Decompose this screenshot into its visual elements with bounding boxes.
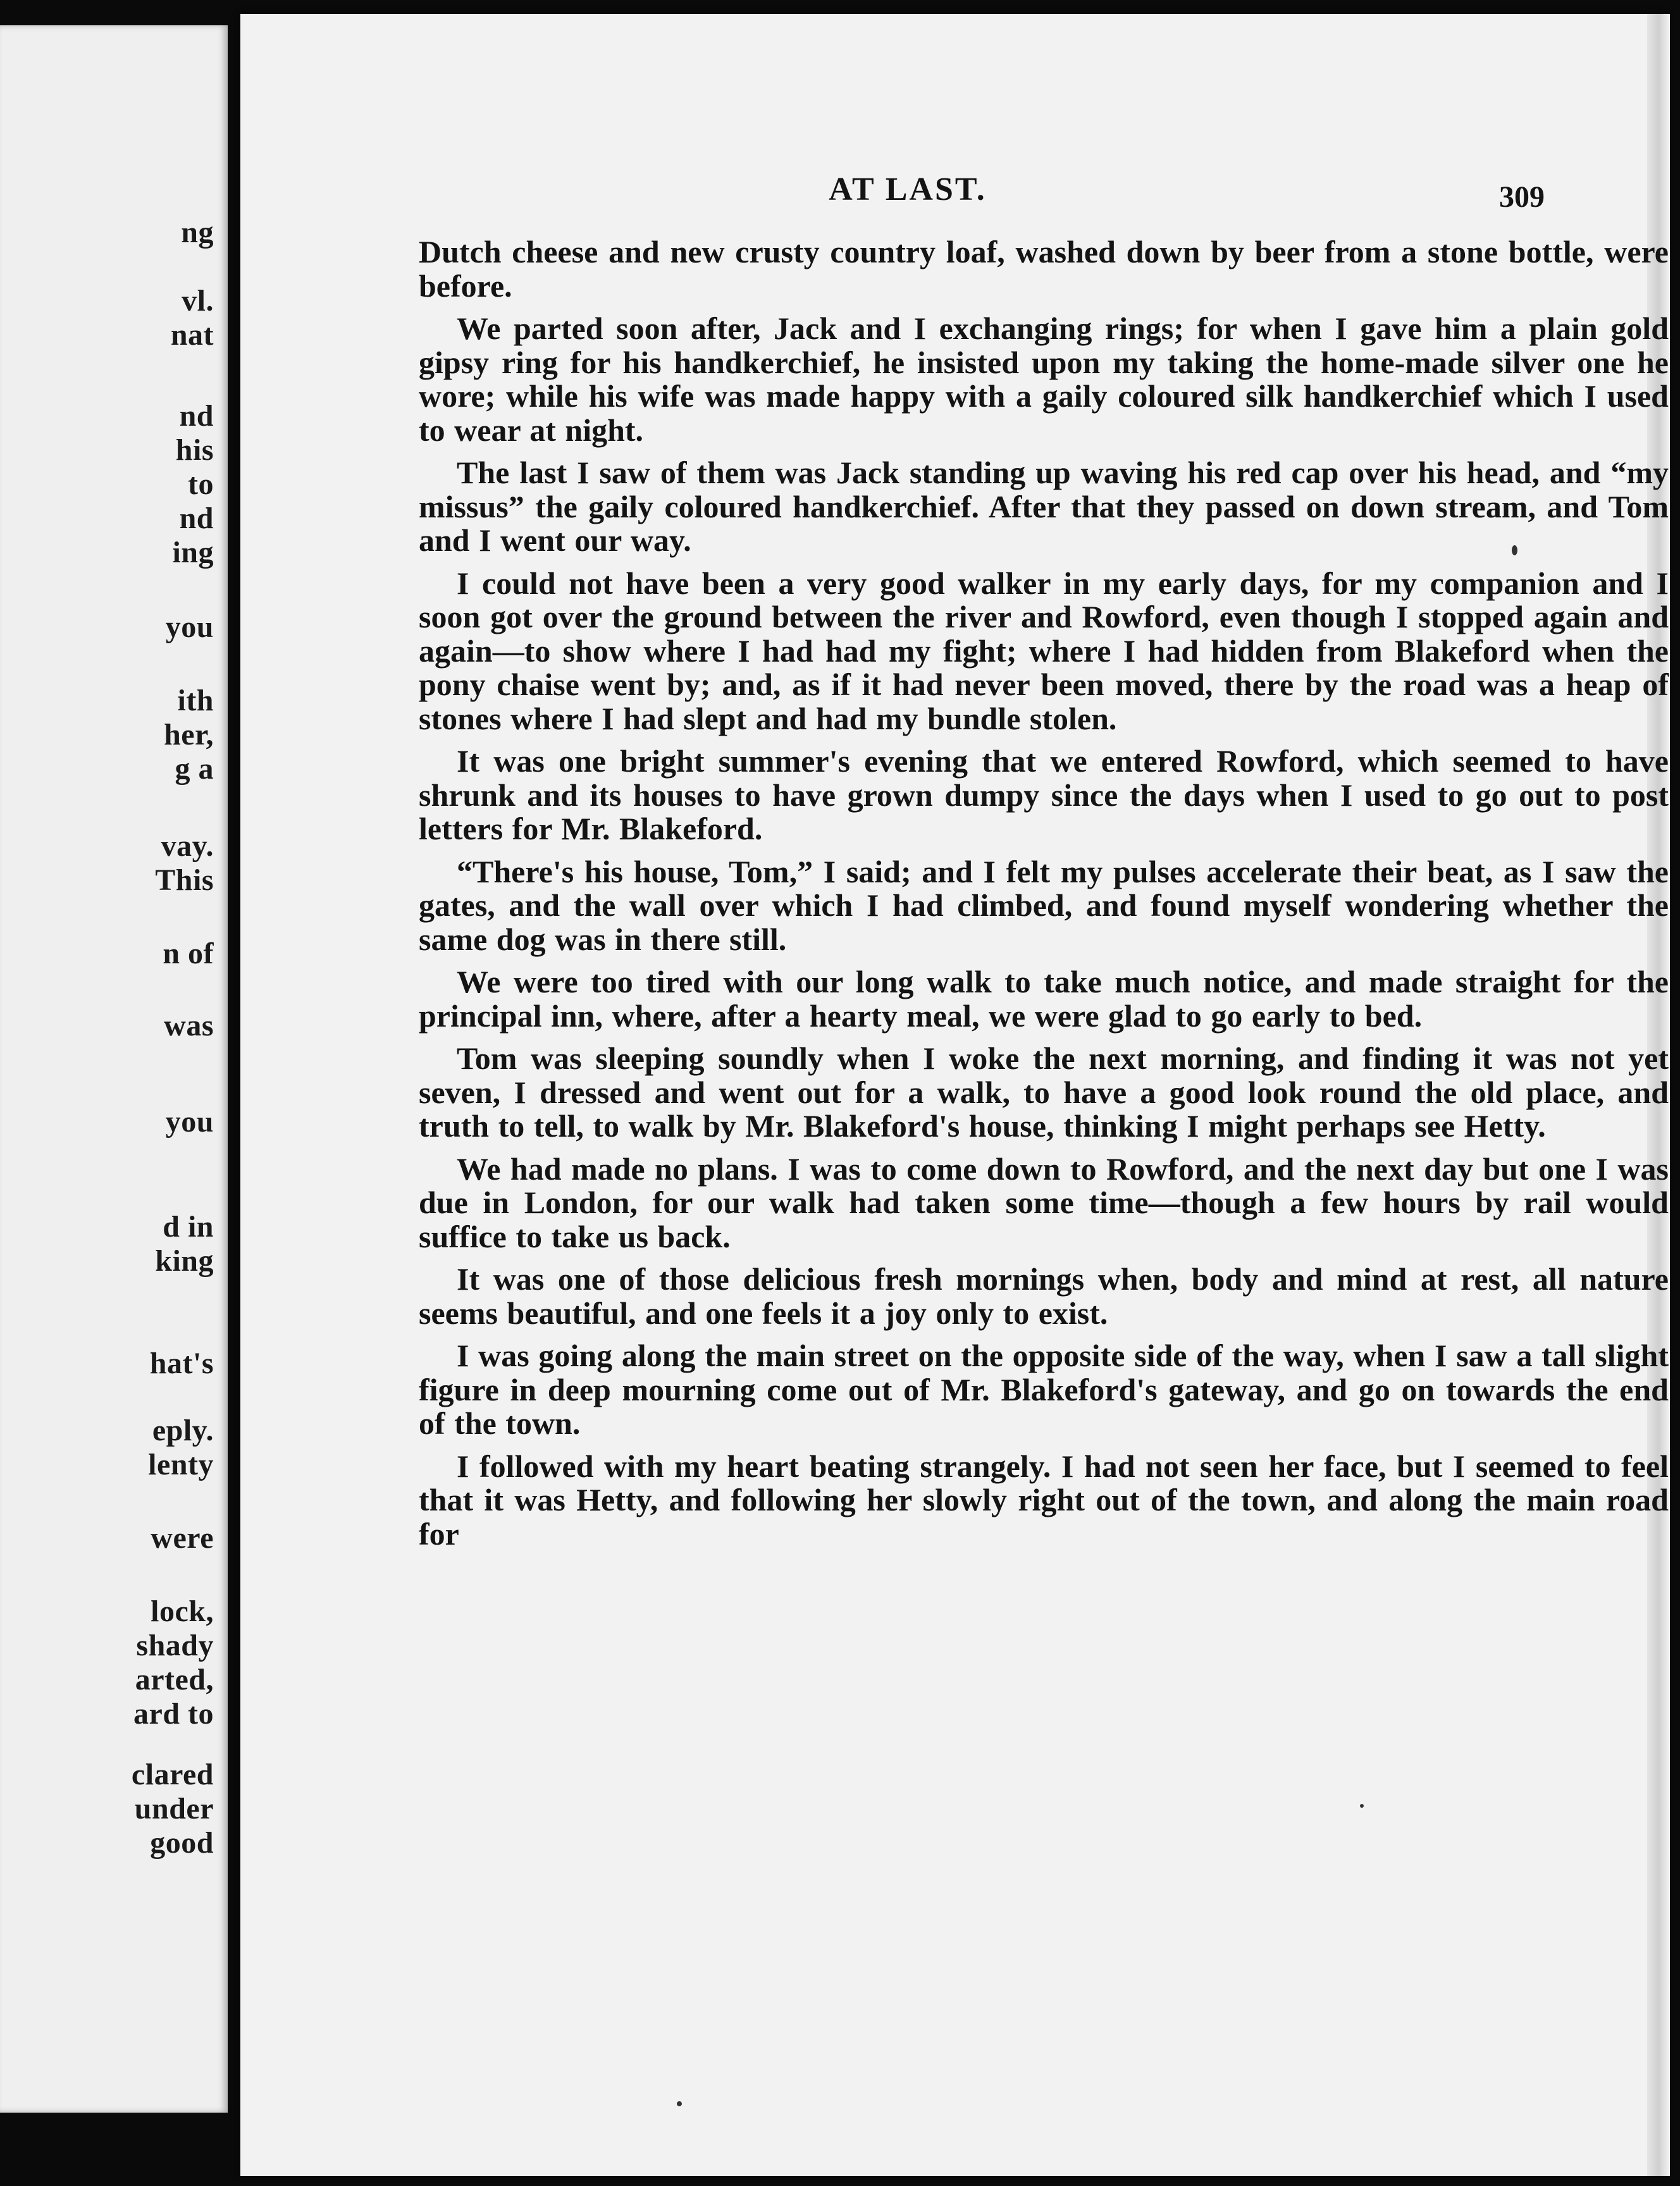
left-page-fragment: you <box>165 610 214 644</box>
page-number: 309 <box>1499 180 1545 214</box>
paragraph: I followed with my heart beating strangely. I had not seen her face, but I seemed to feel that it was Hetty, and following her slowly right out of the town, and along the main road for <box>419 1448 1669 1552</box>
left-page-fragment: lock, <box>151 1595 214 1628</box>
paragraph: We were too tired with our long walk to take much notice, and made straight for the principal inn, where, after a hearty meal, we were glad to go early to bed. <box>419 964 1669 1034</box>
left-page-fragment: shady <box>136 1629 214 1662</box>
left-page-fragment: to <box>188 467 214 501</box>
ink-speck <box>1360 1804 1364 1808</box>
left-page-fragment: her, <box>164 718 214 751</box>
left-page-fragment: nd <box>179 502 214 535</box>
left-page-fragment: ng <box>181 216 214 249</box>
left-page-fragment: vl. <box>182 284 214 318</box>
left-page-edge <box>0 25 228 2113</box>
paragraph: “There's his house, Tom,” I said; and I felt my pulses accelerate their beat, as I saw the gates, and the wall over which I had climbed, and found myself wondering whether the same dog was in there still. <box>419 853 1669 957</box>
paragraph: Tom was sleeping soundly when I woke the next morning, and finding it was not yet seven, I dressed and went out for a walk, to have a good look round the old place, and truth to tell, to walk by Mr. Blakeford's house, thinking I might perhaps see Hetty. <box>419 1041 1669 1144</box>
paragraph: I was going along the main street on the opposite side of the way, when I saw a tall slight figure in deep mourning come out of Mr. Blakeford's gateway, and go on towards the end of the town. <box>419 1338 1669 1441</box>
paragraph: We parted soon after, Jack and I exchanging rings; for when I gave him a plain gold gipsy ring for his handkerchief, he insisted upon my taking the home-made silver one he wore; while his wife was made happy with a gaily coloured silk handkerchief which I used to wear at night. <box>419 311 1669 448</box>
left-page-fragment: ing <box>172 536 214 569</box>
left-page-fragment: you <box>165 1105 214 1139</box>
left-page-fragment: his <box>175 433 214 467</box>
ink-speck <box>1512 545 1517 555</box>
left-page-fragment: lenty <box>148 1448 214 1481</box>
paragraph: It was one of those delicious fresh mornings when, body and mind at rest, all nature seems beautiful, and one feels it a joy only to exist. <box>419 1261 1669 1331</box>
left-page-fragment: n of <box>163 937 214 970</box>
paragraph: I could not have been a very good walker in my early days, for my companion and I soon got over the ground between the river and Rowford, even though I stopped again and again—to show where I had had my fight; where I had hidden from Blakeford when the pony chaise went by; and, as if it had never been moved, there by the road was a heap of stones where I had slept and had my bundle stolen. <box>419 565 1669 736</box>
left-page-fragment: hat's <box>149 1347 214 1380</box>
left-page-fragment: eply. <box>152 1414 214 1447</box>
body-text <box>419 235 1669 1560</box>
left-page-fragment: g a <box>175 752 214 786</box>
left-page-fragment: were <box>151 1521 214 1555</box>
left-page-fragment: This <box>155 863 214 897</box>
running-head: AT LAST. <box>829 171 987 207</box>
left-page-fragment: good <box>150 1826 214 1860</box>
left-page-fragment: king <box>155 1244 214 1278</box>
left-page-fragment: nd <box>179 399 214 433</box>
paragraph: We had made no plans. I was to come down to Rowford, and the next day but one I was due in London, for our walk had taken some time—though a few hours by rail would suffice to take us back. <box>419 1151 1669 1254</box>
left-page-fragment: was <box>164 1009 214 1042</box>
paragraph: It was one bright summer's evening that we entered Rowford, which seemed to have shrunk and its houses to have grown dumpy since the days when I used to go out to post letters for Mr. Blakeford. <box>419 743 1669 846</box>
left-page-fragment: ith <box>177 684 214 717</box>
left-page-fragment: ard to <box>133 1697 214 1731</box>
left-page-fragment: nat <box>170 318 214 352</box>
left-page-fragment: clared <box>131 1758 214 1791</box>
book-page <box>240 14 1670 2176</box>
left-page-fragment: under <box>134 1792 214 1825</box>
paragraph: Dutch cheese and new crusty country loaf, washed down by beer from a stone bottle, were before. <box>419 234 1669 304</box>
left-page-fragment: d in <box>163 1210 214 1244</box>
left-page-fragment: arted, <box>135 1663 214 1696</box>
ink-speck <box>677 2101 682 2106</box>
left-page-fragment: vay. <box>161 829 214 863</box>
paragraph: The last I saw of them was Jack standing up waving his red cap over his head, and “my missus” the gaily coloured handkerchief. After that they passed on down stream, and Tom and I went our way. <box>419 455 1669 558</box>
